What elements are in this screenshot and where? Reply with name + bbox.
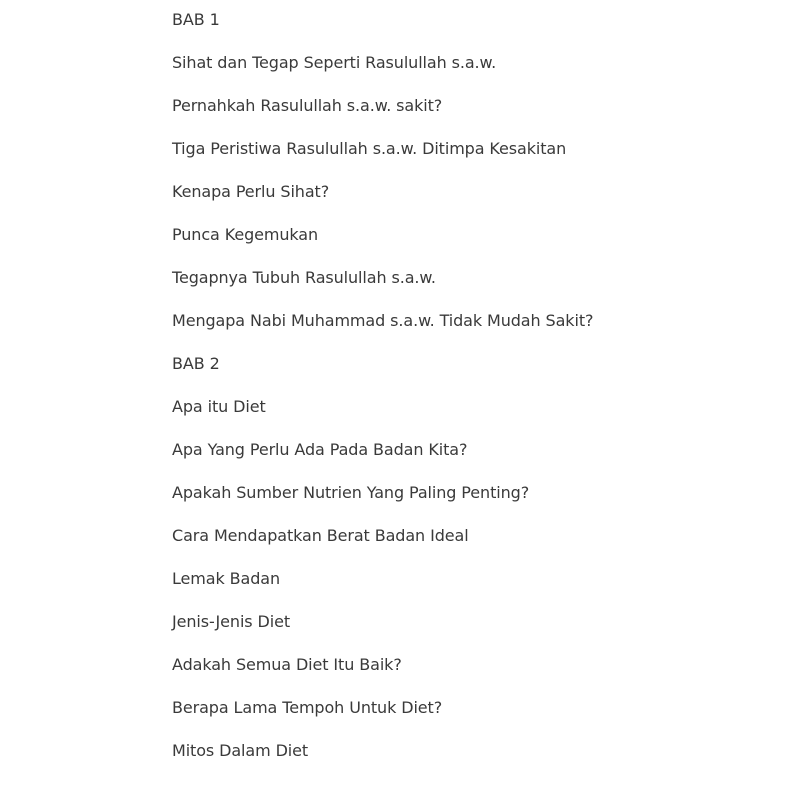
toc-item: Tiga Peristiwa Rasulullah s.a.w. Ditimpa Kesakitan xyxy=(172,139,567,158)
toc-item: Adakah Semua Diet Itu Baik? xyxy=(172,655,402,674)
toc-item: Jenis-Jenis Diet xyxy=(172,612,291,631)
toc-item: Mengapa Nabi Muhammad s.a.w. Tidak Mudah Sakit? xyxy=(172,311,594,330)
toc-item: Berapa Lama Tempoh Untuk Diet? xyxy=(172,698,443,717)
toc-item: Apakah Sumber Nutrien Yang Paling Penting? xyxy=(172,483,530,502)
toc-item: Punca Kegemukan xyxy=(172,225,319,244)
table-of-contents xyxy=(172,9,593,783)
toc-item: Apa Yang Perlu Ada Pada Badan Kita? xyxy=(172,440,468,459)
chapter-heading-bab-1: BAB 1 xyxy=(172,10,220,29)
toc-item: Cara Mendapatkan Berat Badan Ideal xyxy=(172,526,469,545)
toc-item: Mitos Dalam Diet xyxy=(172,741,309,760)
toc-item: Lemak Badan xyxy=(172,569,281,588)
toc-item: Tegapnya Tubuh Rasulullah s.a.w. xyxy=(172,268,436,287)
chapter-heading-bab-2: BAB 2 xyxy=(172,354,220,373)
toc-item: Pernahkah Rasulullah s.a.w. sakit? xyxy=(172,96,443,115)
toc-item: Sihat dan Tegap Seperti Rasulullah s.a.w. xyxy=(172,53,497,72)
toc-item: Apa itu Diet xyxy=(172,397,266,416)
toc-item: Kenapa Perlu Sihat? xyxy=(172,182,330,201)
